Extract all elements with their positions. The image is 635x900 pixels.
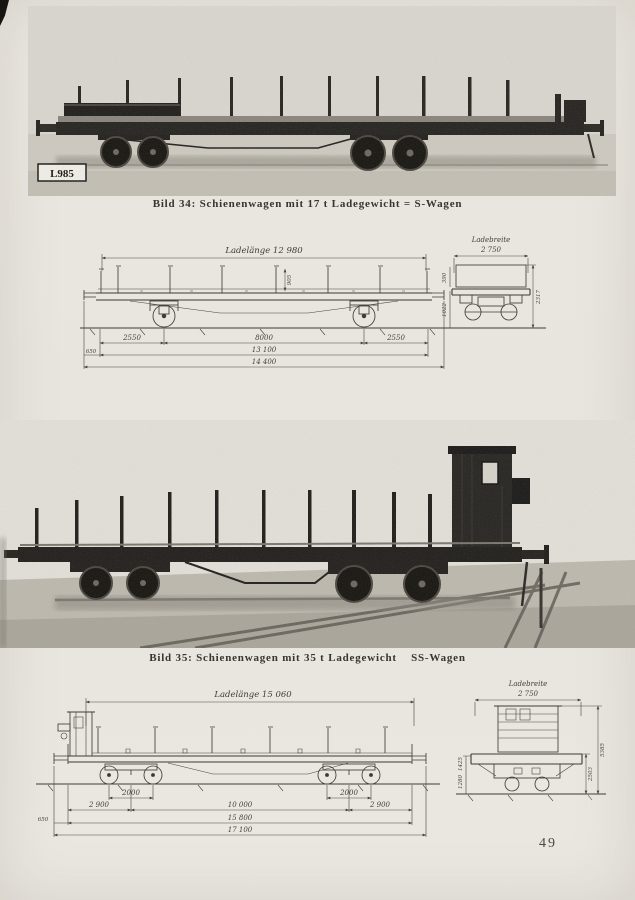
dim-label-ladelaenge-2: Ladelänge 15 060: [214, 690, 292, 700]
dim-label-650-2: 650: [37, 817, 49, 823]
dim-label-2900-right: 2 900: [369, 801, 391, 809]
technical-drawing-s-wagen: [80, 233, 555, 383]
end-view-2: [456, 680, 606, 801]
dim-label-2000-left: 2000: [122, 789, 140, 797]
dim-label-10000: 10 000: [227, 801, 253, 809]
scan-edge-artifact: [0, 0, 9, 26]
photo-grain: [28, 6, 616, 196]
ext-lines-top: [102, 254, 426, 271]
dim-label-390: 390: [442, 272, 448, 284]
photo-s-wagen-illustration: [28, 6, 616, 196]
dim-label-stake-height: 905: [287, 274, 293, 286]
dim-value-ladebreite-1: 2 750: [480, 246, 502, 254]
dim-label-ladebreite-1: Ladebreite: [471, 236, 511, 244]
dim-label-2550-left: 2550: [123, 334, 141, 342]
dim-label-1022: 1022: [442, 303, 448, 317]
photo-ss-wagen: [0, 420, 635, 648]
technical-drawing-ss-wagen: [28, 676, 610, 848]
end-view: [442, 236, 546, 328]
dim-label-ladebreite-2: Ladebreite: [508, 680, 548, 688]
dim-label-17100: 17 100: [227, 826, 253, 834]
dim-label-2317: 2317: [536, 290, 542, 304]
dim-label-1280: 1280: [458, 775, 464, 789]
photo-label-text: L985: [50, 168, 74, 180]
photo-s-wagen: [28, 6, 616, 196]
dim-label-ladelaenge-1: Ladelänge 12 980: [225, 246, 303, 256]
caption-bild-35: Bild 35: Schienenwagen mit 35 t Ladegewicht SS-Wagen: [149, 652, 466, 664]
photo2-grain: [0, 420, 635, 648]
side-view: [80, 266, 450, 335]
dim-label-14400: 14 400: [251, 358, 277, 366]
dim-label-2900-left: 2 900: [88, 801, 110, 809]
side-view-2: [36, 712, 440, 791]
dim-label-13100: 13 100: [251, 346, 277, 354]
dim-label-5385: 5385: [600, 743, 606, 757]
dim-label-15800: 15 800: [227, 814, 253, 822]
caption-bild-34: Bild 34: Schienenwagen mit 17 t Ladegewicht = S-Wagen: [152, 198, 463, 210]
dim-label-650: 650: [85, 349, 97, 355]
dim-label-1425: 1425: [458, 757, 464, 771]
photo-ss-wagen-illustration: [0, 420, 635, 648]
dim-label-2550-right: 2550: [387, 334, 405, 342]
page-number: 49: [539, 836, 557, 851]
dim-label-2000-right: 2000: [340, 789, 358, 797]
dim-label-8000: 8000: [255, 334, 273, 342]
dim-value-ladebreite-2: 2 750: [517, 690, 539, 698]
dim-label-2503: 2503: [588, 767, 594, 781]
